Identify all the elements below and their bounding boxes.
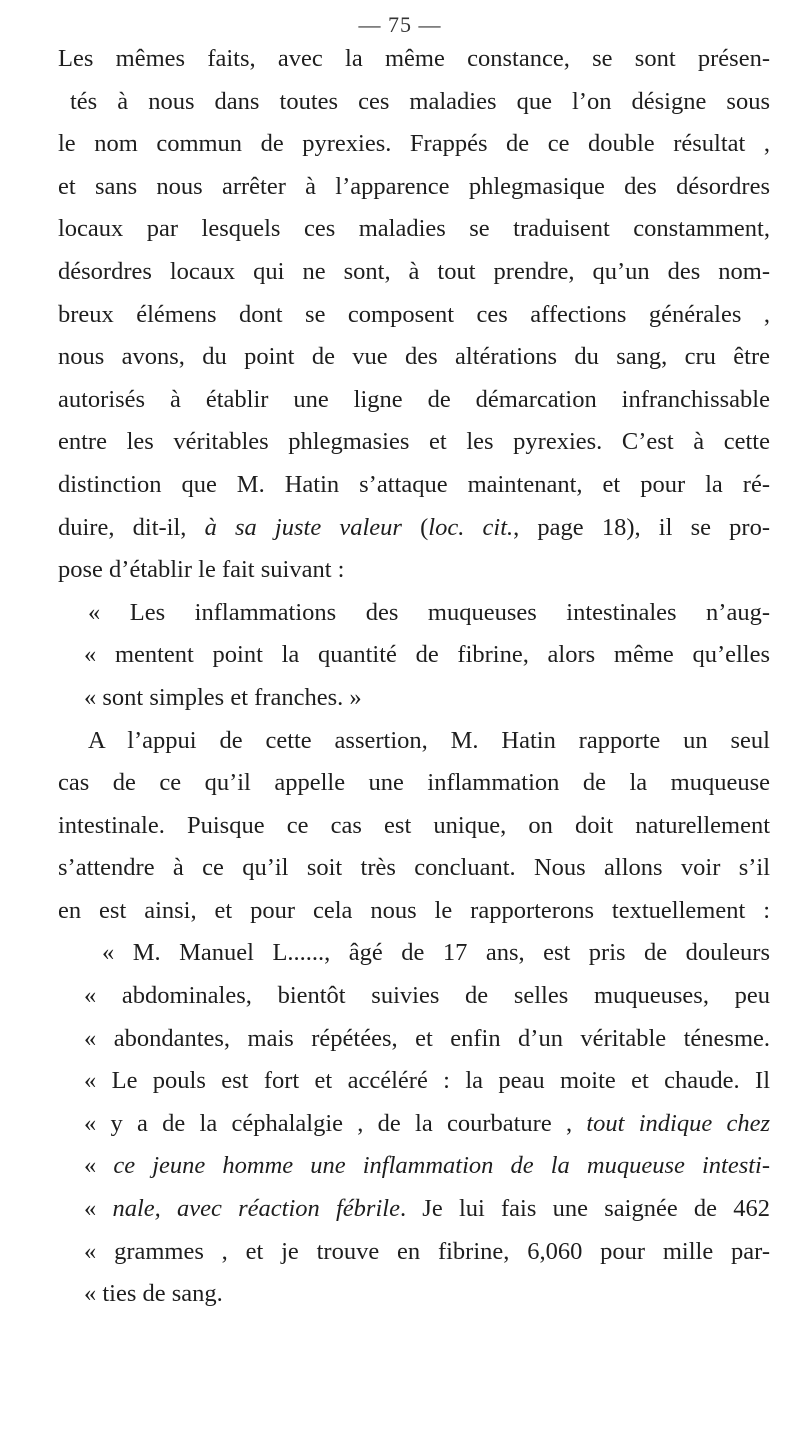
quote-line (58, 1188, 770, 1231)
text-line (58, 379, 770, 422)
text-span: le nom commun de pyrexies. Frappés de ce double résultat , (58, 130, 770, 158)
text-line (58, 38, 770, 81)
text-span: « (84, 1195, 113, 1223)
text-line (58, 208, 770, 251)
text-line (58, 421, 770, 464)
text-span: s’attendre à ce qu’il soit très concluant. Nous allons voir s’il (58, 854, 770, 882)
text-line (58, 81, 770, 124)
text-span: . Je lui fais une saignée de 462 (399, 1195, 771, 1223)
page-number: — 75 — (358, 12, 442, 37)
quote-line (58, 1060, 770, 1103)
citation-italic: loc. cit. (428, 513, 514, 541)
text-span: tés à nous dans toutes ces maladies que l’on désigne sous (70, 87, 770, 115)
text-span: « ties de sang. (84, 1280, 223, 1308)
text-line (58, 805, 770, 848)
quote-line (58, 1103, 770, 1146)
italic-span: nale, avec réaction fébrile (112, 1195, 400, 1223)
text-span: « grammes , et je trouve en fibrine, 6,060 pour mille par- (84, 1237, 770, 1265)
text-span: intestinale. Puisque ce cas est unique, on doit naturellement (58, 811, 770, 839)
text-line (58, 166, 770, 209)
text-span: « abdominales, bientôt suivies de selles muqueuses, peu (84, 982, 770, 1010)
text-line (58, 847, 770, 890)
text-line (58, 890, 770, 933)
body-text (58, 38, 770, 1316)
quote-line (58, 975, 770, 1018)
text-line (58, 507, 770, 550)
text-span: en est ainsi, et pour cela nous le rapporterons textuellement : (58, 896, 770, 924)
text-line (58, 762, 770, 805)
text-line (58, 464, 770, 507)
quote-line (58, 677, 770, 720)
text-line (58, 720, 770, 763)
text-span: « Les inflammations des muqueuses intestinales n’aug- (88, 598, 770, 626)
text-span: autorisés à établir une ligne de démarcation infranchissable (58, 385, 770, 413)
text-line (58, 336, 770, 379)
text-span: « Le pouls est fort et accéléré : la peau moite et chaude. Il (84, 1067, 770, 1095)
quote-line (58, 1145, 770, 1188)
text-span: nous avons, du point de vue des altérations du sang, cru être (58, 343, 770, 371)
text-span: « sont simples et franches. » (84, 683, 362, 711)
quote-line (58, 592, 770, 635)
text-span: « (84, 1152, 114, 1180)
text-span: entre les véritables phlegmasies et les pyrexies. C’est à cette (58, 428, 770, 456)
italic-span: à sa juste valeur (204, 513, 402, 541)
italic-span: tout indique chez (586, 1109, 770, 1137)
quote-line (58, 1231, 770, 1274)
text-span: et sans nous arrêter à l’apparence phlegmasique des désordres (58, 172, 770, 200)
quote-line (58, 1273, 770, 1316)
text-line (58, 123, 770, 166)
text-span: duire, dit-il, (58, 513, 205, 541)
text-span: cas de ce qu’il appelle une inflammation de la muqueuse (58, 769, 770, 797)
quote-line (58, 1018, 770, 1061)
text-span: breux élémens dont se composent ces affections générales , (58, 300, 770, 328)
quote-line (58, 634, 770, 677)
text-line (58, 294, 770, 337)
italic-span: ce jeune homme une inflammation de la muqueuse intesti- (113, 1152, 771, 1180)
text-span: distinction que M. Hatin s’attaque maintenant, et pour la ré- (58, 470, 770, 498)
text-span: , page 18), il se pro- (513, 513, 770, 541)
text-span: pose d’établir le fait suivant : (58, 556, 345, 584)
text-span: locaux par lesquels ces maladies se traduisent constamment, (58, 215, 770, 243)
text-line (58, 251, 770, 294)
text-span: « abondantes, mais répétées, et enfin d’un véritable ténesme. (84, 1024, 770, 1052)
quote-line (58, 932, 770, 975)
text-line (58, 549, 770, 592)
text-span: « M. Manuel L......, âgé de 17 ans, est pris de douleurs (102, 939, 770, 967)
text-span: désordres locaux qui ne sont, à tout prendre, qu’un des nom- (58, 257, 770, 285)
text-span: Les mêmes faits, avec la même constance, se sont présen- (58, 45, 770, 72)
text-span: « y a de la céphalalgie , de la courbature , (84, 1109, 587, 1137)
text-span: « mentent point la quantité de fibrine, alors même qu’elles (84, 641, 770, 669)
text-span: A l’appui de cette assertion, M. Hatin rapporte un seul (88, 726, 770, 754)
text-span: ( (401, 513, 429, 541)
